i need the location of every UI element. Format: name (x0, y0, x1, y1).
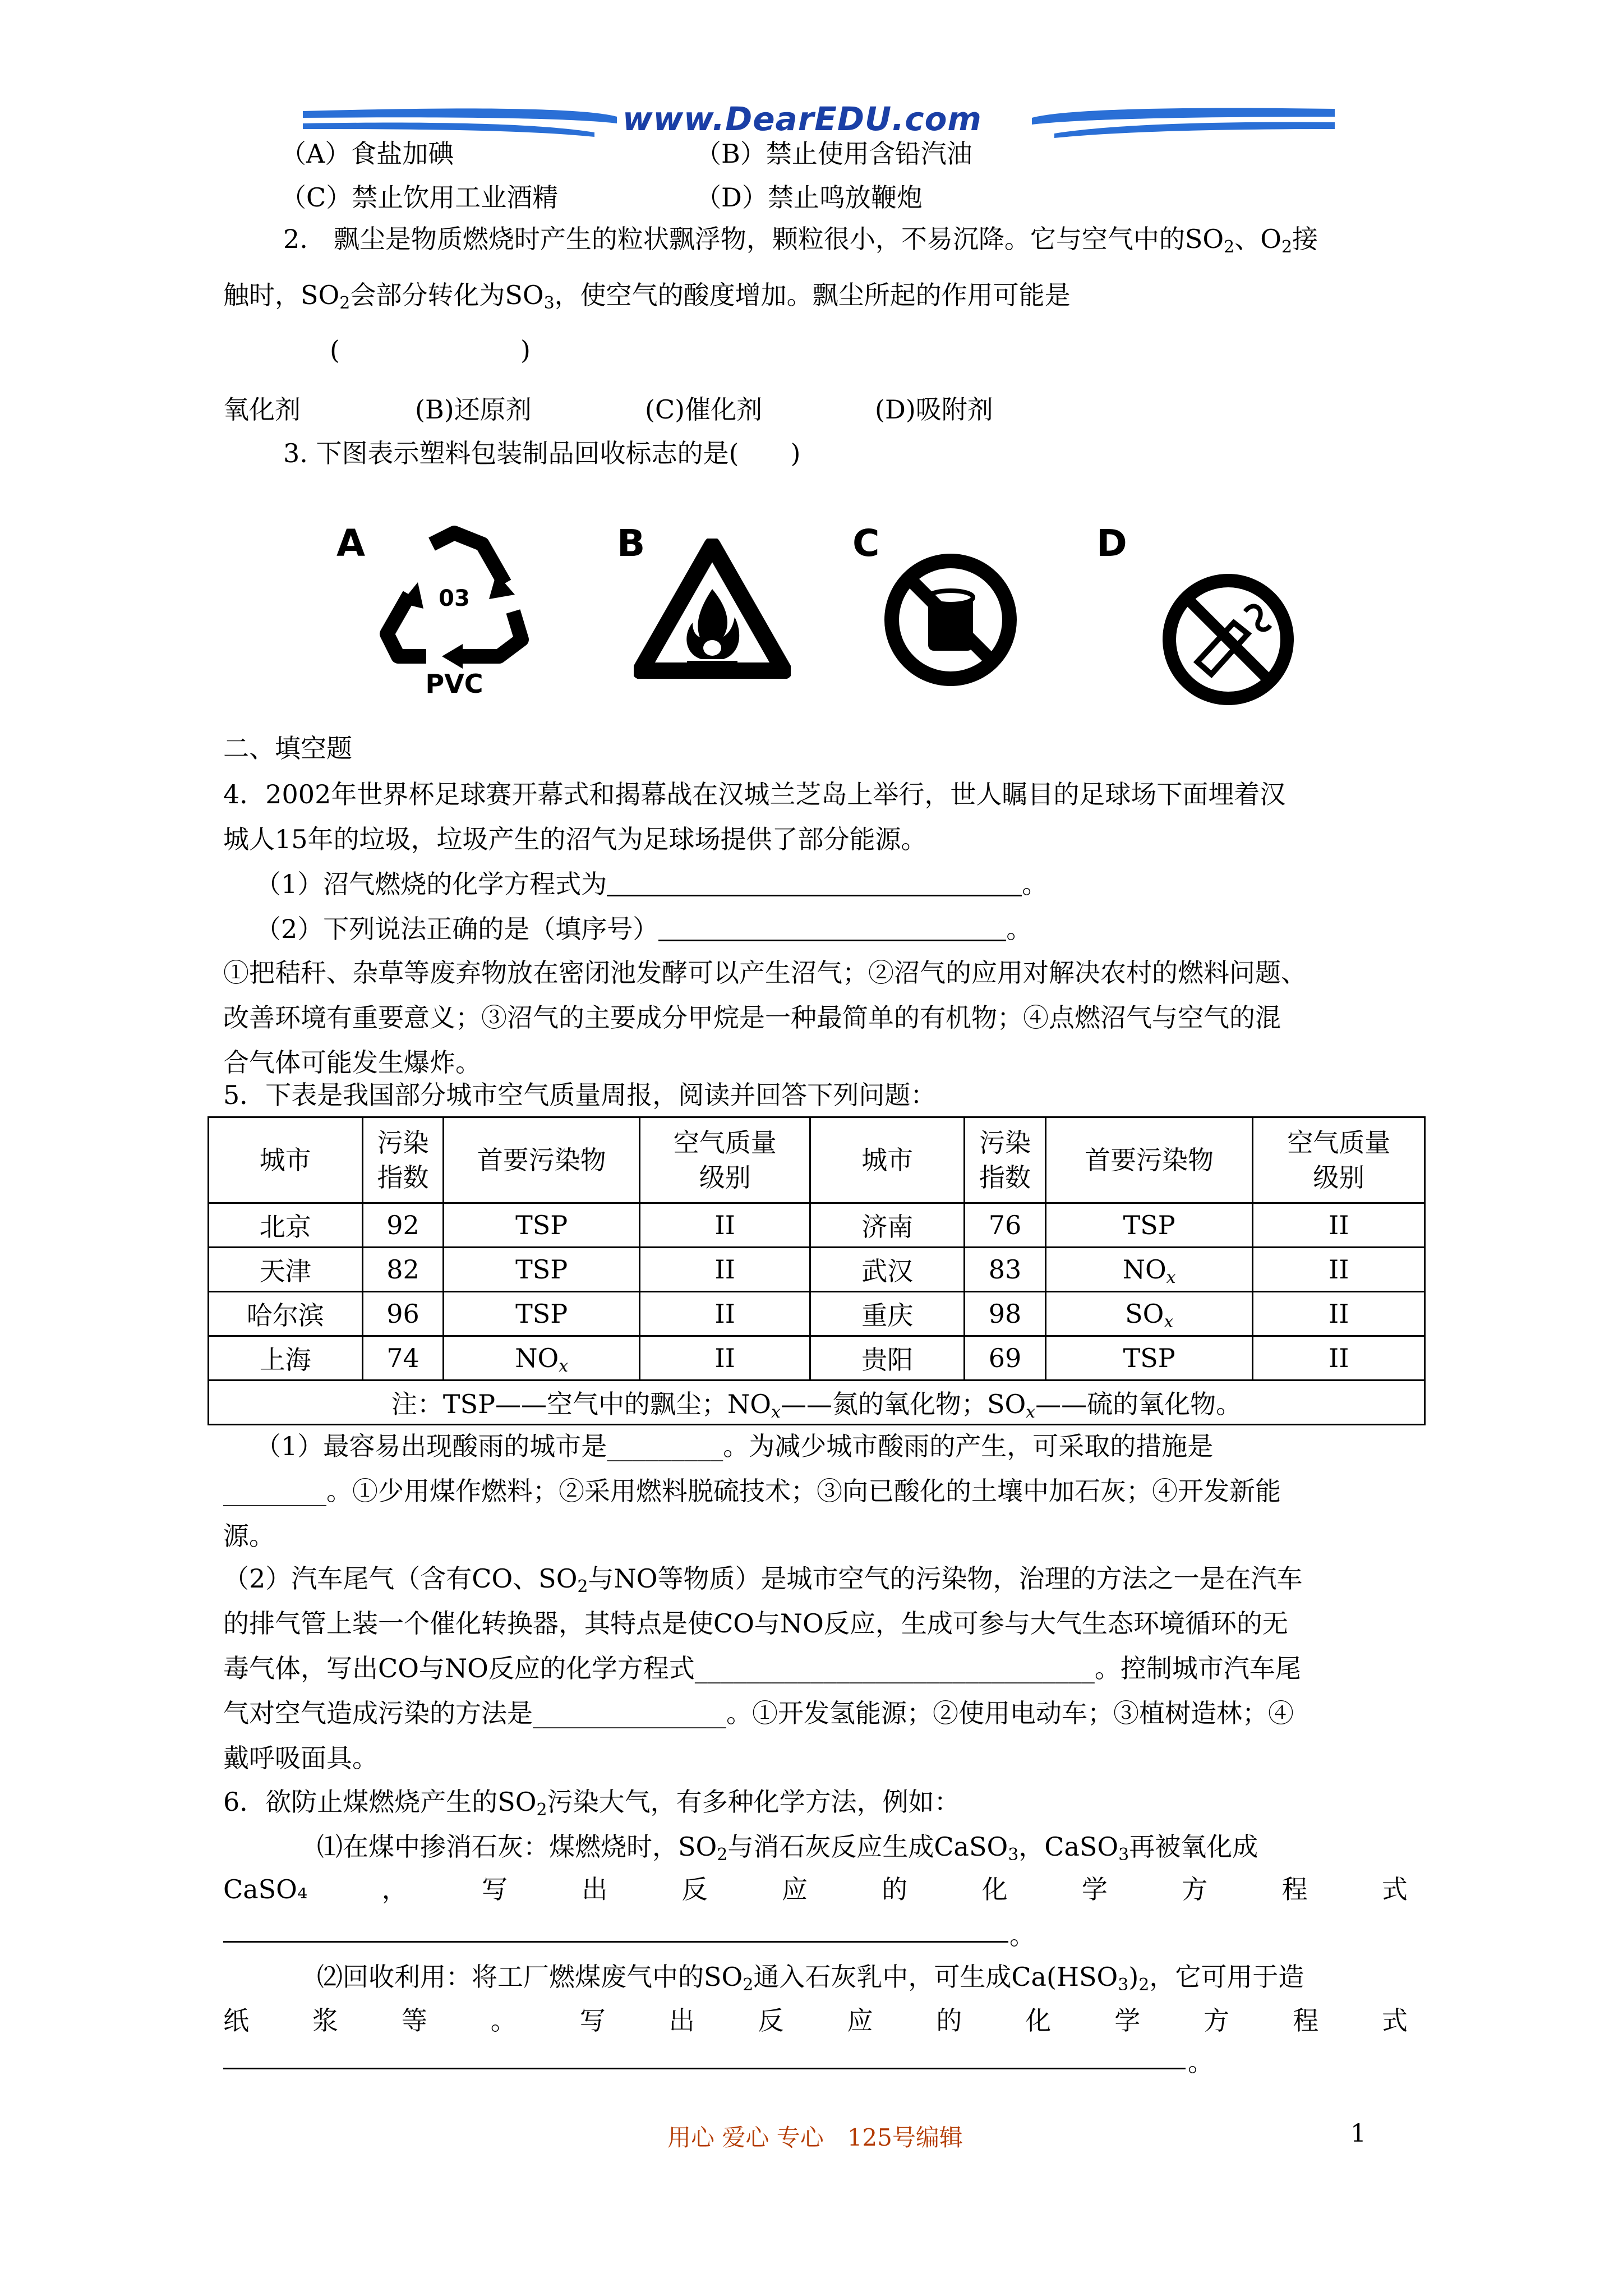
no-barrel-prohibition-icon (880, 550, 1021, 690)
table-cell: 重庆 (810, 1292, 965, 1336)
table-header-cell: 空气质量 级别 (1253, 1117, 1425, 1203)
q6-method-1-line-1: ⑴在煤中掺消石灰：煤燃烧时，$SO_2$与消石灰反应生成CaSO$_3$，CaSO$_3$再被氧化成 (317, 1832, 1258, 1865)
table-cell: II (639, 1336, 810, 1381)
q4-part-1-blank (607, 870, 1022, 896)
flammable-warning-icon (634, 539, 791, 679)
table-cell: II (1253, 1203, 1425, 1248)
q1-option-a: （A）食盐加碘 (280, 139, 454, 169)
table-cell: 83 (965, 1248, 1046, 1292)
q6-method-2-line-1: ⑵回收利用：将工厂燃煤废气中的$SO_2$通入石灰乳中，可生成$Ca(HSO_3)_2$，它可用于造 (317, 1962, 1304, 1995)
table-cell: $NO_x$ (1045, 1248, 1253, 1292)
q1-option-b: （B）禁止使用含铅汽油 (695, 139, 972, 169)
q4-part-2: （2）下列说法正确的是（填序号） 。 (255, 914, 1032, 944)
q2-answer-paren: ( ) (330, 335, 531, 365)
q4-statement-3: 合气体可能发生爆炸。 (223, 1047, 481, 1078)
q5-part-1-line-1: （1）最容易出现酸雨的城市是_________。为减少城市酸雨的产生，可采取的措施是 (255, 1431, 1214, 1461)
q4-line-2: 城人15年的垃圾，垃圾产生的沼气为足球场提供了部分能源。 (223, 824, 927, 854)
table-header-cell: 城市 (209, 1117, 363, 1203)
recycle-pvc-icon (370, 522, 538, 696)
q2-option-d: (D)吸附剂 (875, 394, 993, 425)
q4-statement-2: 改善环境有重要意义；③沼气的主要成分甲烷是一种最简单的有机物；④点燃沼气与空气的混 (223, 1002, 1281, 1033)
q5-part-1-line-3: 源。 (223, 1521, 275, 1551)
table-cell: 82 (362, 1248, 444, 1292)
q5-part-2-line-5: 戴呼吸面具。 (223, 1743, 378, 1773)
q5-stem: 5．下表是我国部分城市空气质量周报，阅读并回答下列问题： (223, 1080, 937, 1110)
table-row (209, 1203, 1425, 1248)
table-cell: 天津 (209, 1248, 363, 1292)
q2-line-1: 2. 飘尘是物质燃烧时产生的粒状飘浮物，颗粒很小，不易沉降。它与空气中的$SO_2$、$O_2$接 (283, 224, 1318, 257)
table-cell: 92 (362, 1203, 444, 1248)
q2-option-a: 氧化剂 (223, 394, 301, 425)
q6-method-2-line-2: 纸 浆 等 。 写 出 反 应 的 化 学 方 程 式 (223, 2005, 1408, 2036)
air-quality-table (208, 1116, 1426, 1425)
table-note-row (209, 1381, 1425, 1425)
table-header-row (209, 1117, 1425, 1203)
q4-line-1: 4．2002年世界杯足球赛开幕式和揭幕战在汉城兰芝岛上举行，世人瞩目的足球场下面埋着汉 (223, 779, 1286, 809)
table-cell: 上海 (209, 1336, 363, 1381)
table-cell: TSP (444, 1203, 640, 1248)
table-cell: 济南 (810, 1203, 965, 1248)
table-cell: 武汉 (810, 1248, 965, 1292)
q6-stem: 6．欲防止煤燃烧产生的$SO_2$污染大气，有多种化学方法，例如： (223, 1787, 960, 1820)
table-cell: 98 (965, 1292, 1046, 1336)
q2-option-c: (C)催化剂 (645, 394, 763, 425)
footer-editor-note: 用心 爱心 专心 125号编辑 (667, 2124, 963, 2151)
table-cell: $NO_x$ (444, 1336, 640, 1381)
q5-part-2-line-3: 毒气体，写出CO与NO反应的化学方程式_______________________________。控制城市汽车尾 (223, 1653, 1301, 1683)
q2-line-2: 触时，$SO_2$会部分转化为$SO_3$，使空气的酸度增加。飘尘所起的作用可能是 (223, 280, 1071, 313)
table-cell: 74 (362, 1336, 444, 1381)
table-header-cell: 污染 指数 (362, 1117, 444, 1203)
table-header-cell: 污染 指数 (965, 1117, 1046, 1203)
table-cell: II (1253, 1292, 1425, 1336)
no-smoking-prohibition-icon (1155, 567, 1301, 712)
symbol-label-c: C (852, 522, 880, 565)
q5-part-2-line-1: （2）汽车尾气（含有CO、$SO_2$与NO等物质）是城市空气的污染物，治理的方法之一是在汽车 (223, 1563, 1303, 1596)
q1-option-c: （C）禁止饮用工业酒精 (280, 182, 559, 213)
table-cell: TSP (444, 1248, 640, 1292)
table-cell: II (639, 1292, 810, 1336)
table-row (209, 1248, 1425, 1292)
table-row (209, 1292, 1425, 1336)
table-cell: 哈尔滨 (209, 1292, 363, 1336)
table-cell: II (1253, 1248, 1425, 1292)
q6-method-2-answer-blank (223, 2068, 1186, 2069)
table-header-cell: 首要污染物 (1045, 1117, 1253, 1203)
site-logo: www.DearEDU.com (623, 100, 982, 138)
q4-part-2-blank (658, 915, 1006, 941)
table-row (209, 1336, 1425, 1381)
table-cell: 69 (965, 1336, 1046, 1381)
symbol-label-d: D (1096, 522, 1127, 565)
recycle-code: 03 (439, 586, 470, 611)
q1-option-d: （D）禁止鸣放鞭炮 (695, 182, 923, 213)
q4-statement-1: ①把秸秆、杂草等废弃物放在密闭池发酵可以产生沼气；②沼气的应用对解决农村的燃料问题、 (223, 958, 1307, 988)
table-header-cell: 首要污染物 (444, 1117, 640, 1203)
q5-part-1-line-2: ________。①少用煤作燃料；②采用燃料脱硫技术；③向已酸化的土壤中加石灰；④开发新能 (223, 1476, 1281, 1506)
table-cell: 76 (965, 1203, 1046, 1248)
table-header-cell: 空气质量 级别 (639, 1117, 810, 1203)
table-cell: TSP (1045, 1336, 1253, 1381)
table-cell: $SO_x$ (1045, 1292, 1253, 1336)
table-cell: TSP (1045, 1203, 1253, 1248)
table-cell: 96 (362, 1292, 444, 1336)
table-header-cell: 城市 (810, 1117, 965, 1203)
q6-method-1-period: 。 (1009, 1920, 1035, 1950)
symbol-label-a: A (336, 522, 366, 565)
q6-method-1-answer-blank (223, 1941, 1008, 1943)
table-cell: II (1253, 1336, 1425, 1381)
page-number: 1 (1350, 2119, 1366, 2148)
section-2-title: 二、填空题 (223, 733, 352, 763)
q6-method-2-period: 。 (1188, 2047, 1214, 2077)
q4-part-1: （1）沼气燃烧的化学方程式为 。 (255, 869, 1048, 899)
q2-option-b: (B)还原剂 (415, 394, 532, 425)
q3-stem: 3. 下图表示塑料包装制品回收标志的是( ) (283, 438, 801, 468)
table-note: 注：TSP——空气中的飘尘；$NO_x——$氮的氧化物；$SO_x——$硫的氧化物。 (209, 1381, 1425, 1425)
q6-method-1-line-2: CaSO₄ ， 写 出 反 应 的 化 学 方 程 式 (223, 1874, 1408, 1904)
q5-part-2-line-4: 气对空气造成污染的方法是_______________。①开发氢能源；②使用电动车；③植树造林；④ (223, 1698, 1294, 1728)
table-cell: 贵阳 (810, 1336, 965, 1381)
symbol-label-b: B (617, 522, 645, 565)
q5-part-2-line-2: 的排气管上装一个催化转换器，其特点是使CO与NO反应，生成可参与大气生态环境循环的无 (223, 1608, 1288, 1639)
table-cell: II (639, 1248, 810, 1292)
table-cell: II (639, 1203, 810, 1248)
table-cell: TSP (444, 1292, 640, 1336)
recycle-material: PVC (425, 669, 483, 696)
table-cell: 北京 (209, 1203, 363, 1248)
